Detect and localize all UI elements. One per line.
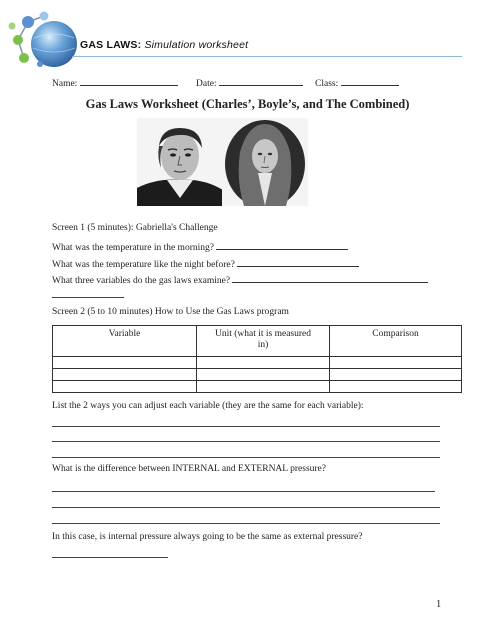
answer-line[interactable]	[237, 257, 359, 267]
answer-line[interactable]	[52, 523, 440, 524]
table-cell[interactable]	[330, 357, 462, 369]
page-title: Gas Laws Worksheet (Charles’, Boyle’s, and The Combined)	[85, 97, 410, 111]
question-night-temperature: What was the temperature like the night before?	[52, 257, 359, 270]
question-three-variables: What three variables do the gas laws examine?	[52, 273, 428, 286]
table-cell[interactable]	[197, 369, 330, 381]
table-row	[53, 357, 462, 369]
table-cell[interactable]	[330, 381, 462, 393]
answer-line[interactable]	[52, 297, 124, 298]
answer-line[interactable]	[232, 273, 428, 283]
question-adjust-variable: List the 2 ways you can adjust each variable (they are the same for each variable):	[52, 401, 364, 411]
answer-line[interactable]	[52, 457, 440, 458]
answer-line[interactable]	[52, 426, 440, 427]
screen2-heading: Screen 2 (5 to 10 minutes) How to Use the Gas Laws program	[52, 307, 289, 317]
header-title: GAS LAWS: Simulation worksheet	[80, 39, 249, 51]
question-pressure-difference: What is the difference between INTERNAL and EXTERNAL pressure?	[52, 464, 326, 474]
table-header-row	[53, 326, 462, 357]
portrait-boyle	[222, 118, 308, 206]
header-rule	[72, 56, 462, 57]
column-header-variable: Variable	[53, 326, 197, 357]
table-cell[interactable]	[53, 357, 197, 369]
answer-line[interactable]	[216, 240, 348, 250]
question-morning-temperature: What was the temperature in the morning?	[52, 240, 348, 253]
answer-line[interactable]	[52, 441, 440, 442]
table-row	[53, 369, 462, 381]
globe-molecule-logo	[4, 4, 84, 70]
class-field[interactable]: Class:	[315, 76, 399, 89]
variables-table	[52, 325, 462, 393]
answer-line[interactable]	[52, 557, 168, 558]
table-cell[interactable]	[53, 369, 197, 381]
screen1-heading: Screen 1 (5 minutes): Gabriella's Challenge	[52, 223, 218, 233]
page-number: 1	[436, 599, 442, 610]
table-cell[interactable]	[53, 381, 197, 393]
column-header-unit: Unit (what it is measured in)	[197, 326, 330, 357]
answer-line[interactable]	[52, 507, 440, 508]
portrait-charles	[137, 118, 223, 206]
date-field[interactable]: Date:	[196, 76, 303, 89]
table-row	[53, 381, 462, 393]
table-cell[interactable]	[197, 381, 330, 393]
table-cell[interactable]	[197, 357, 330, 369]
answer-line[interactable]	[52, 491, 435, 492]
column-header-comparison: Comparison	[330, 326, 462, 357]
name-field[interactable]: Name:	[52, 76, 178, 89]
question-same-pressure: In this case, is internal pressure always going to be the same as external pressure?	[52, 532, 363, 542]
table-cell[interactable]	[330, 369, 462, 381]
